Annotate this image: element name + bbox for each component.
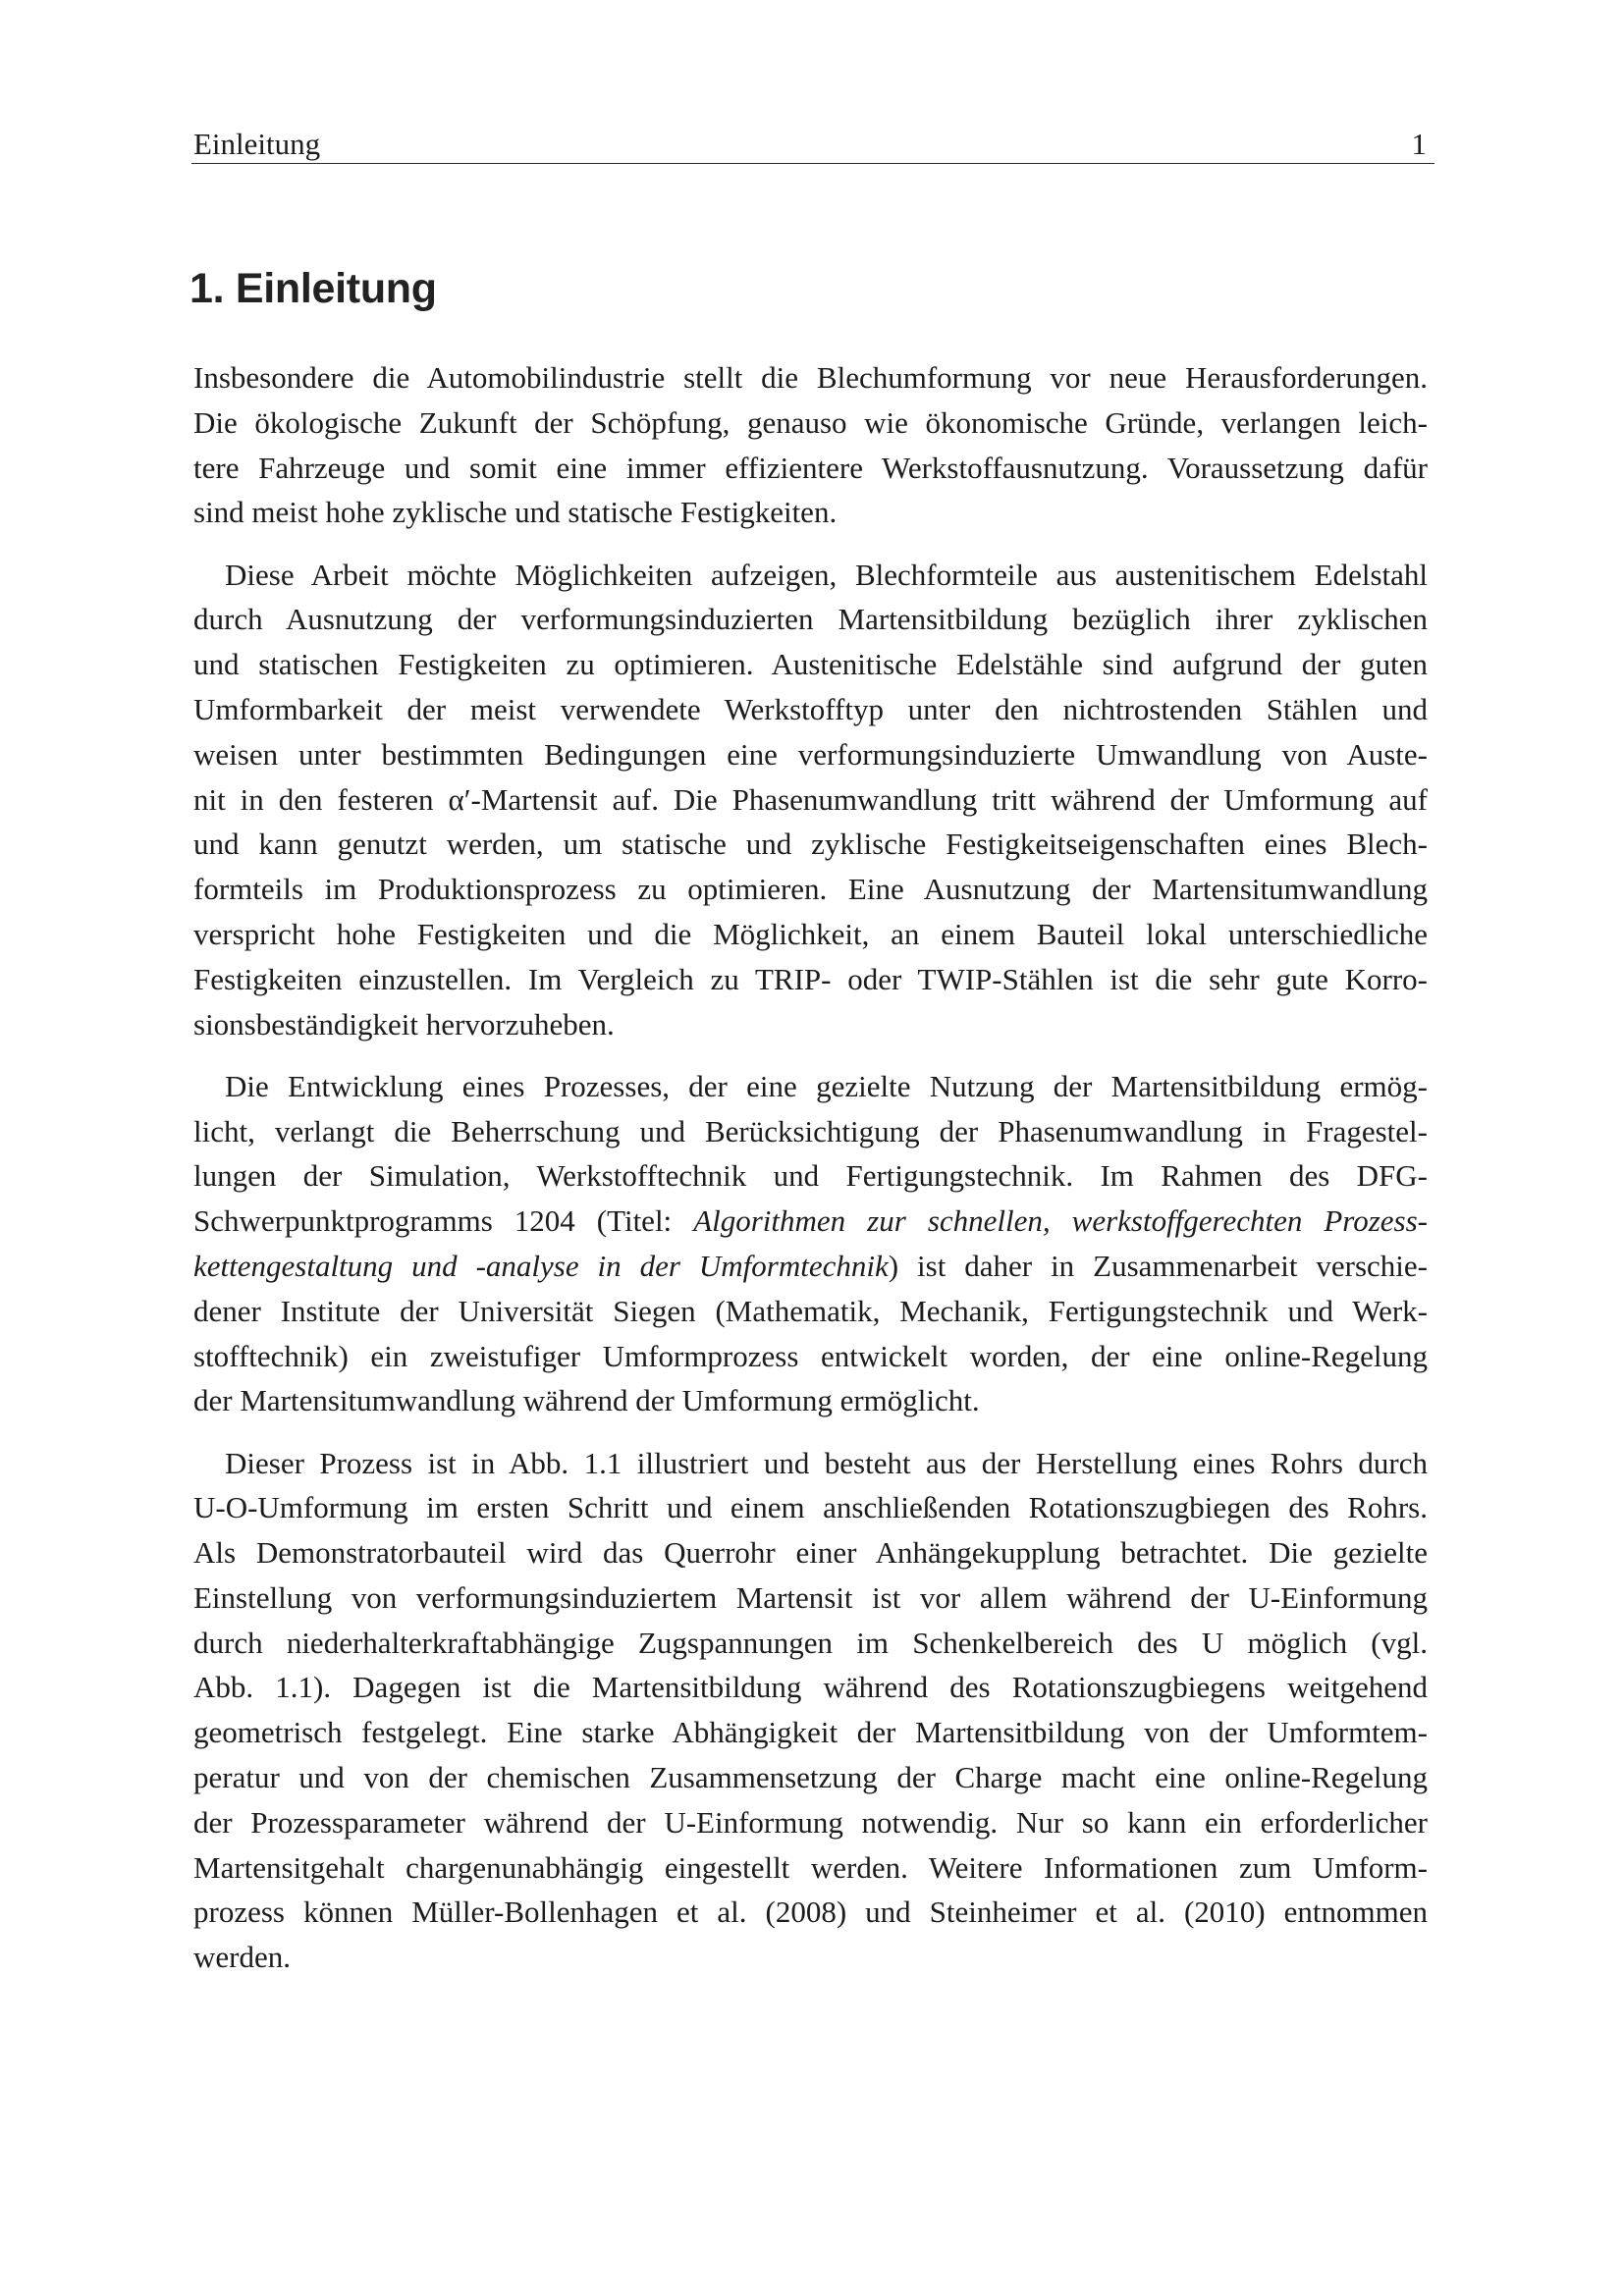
text-line <box>193 957 1428 1002</box>
text-run: durch Ausnutzung der verformungsinduzierten Martensitbildung bezüglich ihrer zyklischen <box>193 602 1428 637</box>
paragraph <box>193 553 1428 1047</box>
text-line <box>193 1530 1428 1575</box>
text-run: prozess können Müller-Bollenhagen et al. (2008) und Steinheimer et al. (2010) entnommen <box>193 1895 1428 1930</box>
text-run: peratur und von der chemischen Zusammensetzung der Charge macht eine online-Regelung <box>193 1760 1428 1795</box>
text-run: der Prozessparameter während der U-Einformung notwendig. Nur so kann ein erforderlicher <box>193 1804 1428 1840</box>
text-run: sind meist hohe zyklische und statische Festigkeiten. <box>193 495 838 530</box>
text-line <box>193 355 1428 400</box>
text-line <box>193 1334 1428 1379</box>
italic-text: Algorithmen zur schnellen, werkstoffgerechten Prozess- <box>693 1203 1428 1239</box>
text-run: Festigkeiten einzustellen. Im Vergleich zu TRIP- oder TWIP-Stählen ist die sehr gute Korro- <box>193 961 1428 996</box>
text-line <box>193 553 1428 598</box>
text-run: Insbesondere die Automobilindustrie stellt die Blechumformung vor neue Herausforderungen. <box>193 360 1428 395</box>
text-run: Einstellung von verformungsinduziertem Martensit ist vor allem während der U-Einformung <box>193 1579 1428 1615</box>
text-run: ) ist daher in Zusammenarbeit verschie- <box>888 1248 1428 1283</box>
text-line <box>193 490 1428 535</box>
italic-text: kettengestaltung und -analyse in der Umformtechnik <box>193 1248 889 1283</box>
paragraph <box>193 355 1428 535</box>
text-run: durch niederhalterkraftabhängige Zugspannungen im Schenkelbereich des U möglich (vgl. <box>193 1625 1428 1660</box>
text-line <box>193 687 1428 732</box>
text-line <box>193 1378 1428 1423</box>
text-run: formteils im Produktionsprozess zu optimieren. Eine Ausnutzung der Martensitumwandlung <box>193 872 1428 907</box>
text-run: dener Institute der Universität Siegen (Mathematik, Mechanik, Fertigungstechnik und Werk- <box>193 1293 1428 1328</box>
text-run: werden. <box>193 1940 291 1975</box>
text-run: Dieser Prozess ist in Abb. 1.1 illustriert und besteht aus der Herstellung eines Rohrs durch <box>225 1445 1428 1480</box>
running-header <box>191 126 1434 164</box>
text-run: und kann genutzt werden, um statische und zyklische Festigkeitseigenschaften eines Blech- <box>193 827 1428 862</box>
text-run: Umformbarkeit der meist verwendete Werkstofftyp unter den nichtrostenden Stählen und <box>193 691 1428 726</box>
text-line <box>193 1199 1428 1244</box>
text-line <box>193 1441 1428 1486</box>
text-line <box>193 400 1428 446</box>
text-run: Die Entwicklung eines Prozesses, der eine gezielte Nutzung der Martensitbildung ermög- <box>225 1068 1428 1103</box>
page-number: 1 <box>1411 127 1427 161</box>
text-run: Als Demonstratorbauteil wird das Querrohr einer Anhängekupplung betrachtet. Die gezielte <box>193 1535 1428 1571</box>
text-run: Diese Arbeit möchte Möglichkeiten aufzeigen, Blechformteile aus austenitischem Edelstahl <box>225 557 1428 592</box>
text-run: Martensitgehalt chargenunabhängig eingestellt werden. Weitere Informationen zum Umform- <box>193 1849 1428 1885</box>
text-line <box>193 1935 1428 1980</box>
text-line <box>193 912 1428 957</box>
text-line <box>193 1800 1428 1845</box>
text-line <box>193 1665 1428 1710</box>
text-run: Schwerpunktprogramms 1204 (Titel: <box>193 1203 694 1239</box>
text-run: Die ökologische Zukunft der Schöpfung, genauso wie ökonomische Gründe, verlangen leich- <box>193 404 1428 440</box>
text-run: licht, verlangt die Beherrschung und Berücksichtigung der Phasenumwandlung in Fragestel- <box>193 1113 1428 1148</box>
text-line <box>193 1890 1428 1935</box>
text-run: stofftechnik) ein zweistufiger Umformprozess entwickelt worden, der eine online-Regelung <box>193 1338 1428 1373</box>
text-line <box>193 822 1428 867</box>
text-line <box>193 1109 1428 1154</box>
chapter-heading: 1. Einleitung <box>189 265 437 312</box>
text-line <box>193 1153 1428 1199</box>
text-line <box>193 1064 1428 1109</box>
text-line <box>193 1002 1428 1047</box>
paragraph <box>193 1064 1428 1423</box>
text-run: lungen der Simulation, Werkstofftechnik und Fertigungstechnik. Im Rahmen des DFG- <box>193 1158 1428 1194</box>
text-run: U-O-Umformung im ersten Schritt und einem anschließenden Rotationszugbiegen des Rohrs. <box>193 1490 1428 1525</box>
body-text <box>193 355 1428 1997</box>
text-line <box>193 446 1428 491</box>
text-line <box>193 1621 1428 1666</box>
text-run: sionsbeständigkeit hervorzuheben. <box>193 1006 615 1041</box>
text-line <box>193 867 1428 912</box>
text-line <box>193 732 1428 777</box>
running-header-title: Einleitung <box>193 127 321 161</box>
text-run: und statischen Festigkeiten zu optimieren. Austenitische Edelstähle sind aufgrund der guten <box>193 647 1428 682</box>
text-run: weisen unter bestimmten Bedingungen eine verformungsinduzierte Umwandlung von Auste- <box>193 736 1428 772</box>
text-line <box>193 777 1428 823</box>
text-line <box>193 597 1428 642</box>
text-run: geometrisch festgelegt. Eine starke Abhängigkeit der Martensitbildung von der Umformtem- <box>193 1715 1428 1750</box>
text-line <box>193 1755 1428 1800</box>
text-line <box>193 1575 1428 1621</box>
text-run: tere Fahrzeuge und somit eine immer effizientere Werkstoffausnutzung. Voraussetzung dafür <box>193 450 1428 485</box>
text-line <box>193 1289 1428 1334</box>
text-line <box>193 1485 1428 1530</box>
text-run: verspricht hohe Festigkeiten und die Möglichkeit, an einem Bauteil lokal unterschiedliche <box>193 916 1428 951</box>
text-line <box>193 642 1428 687</box>
text-run: Abb. 1.1). Dagegen ist die Martensitbildung während des Rotationszugbiegens weitgehend <box>193 1670 1428 1705</box>
text-line <box>193 1244 1428 1289</box>
text-line <box>193 1845 1428 1891</box>
text-run: nit in den festeren α′-Martensit auf. Die Phasenumwandlung tritt während der Umformung auf <box>193 781 1428 817</box>
text-run: der Martensitumwandlung während der Umformung ermöglicht. <box>193 1383 980 1418</box>
text-line <box>193 1710 1428 1755</box>
paragraph <box>193 1441 1428 1981</box>
